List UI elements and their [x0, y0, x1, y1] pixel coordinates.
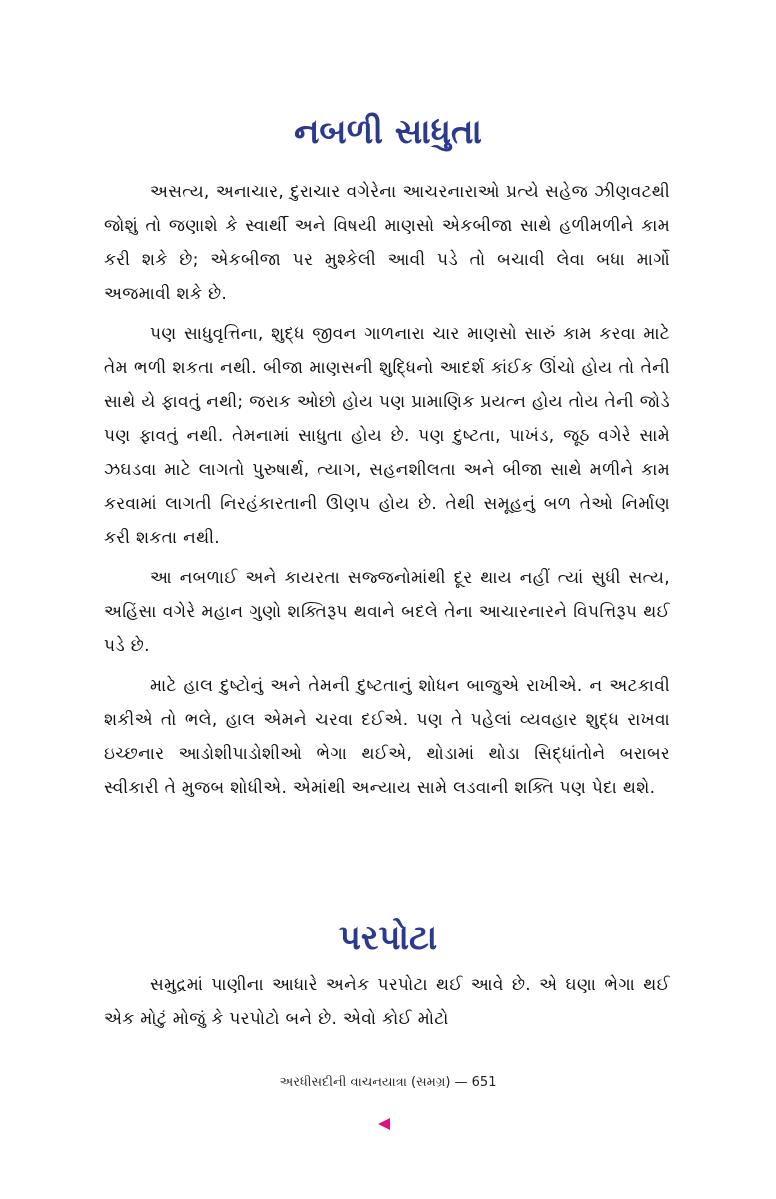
- paragraph: માટે હાલ દુષ્ટોનું અને તેમની દુષ્ટતાનું શોધન બાજુએ રાખીએ. ન અટકાવી શકીએ તો ભલે, હાલ એમને ચરવા દઈએ. પણ તે પહેલાં વ્યવહાર શુદ્ધ રાખવા ઇચ્છનાર આડોશીપાડોશીઓ ભેગા થઈએ, થોડામાં થોડા સિદ્ધાંતોને બરાબર સ્વીકારી તે મુજબ શોધીએ. એમાંથી અન્યાય સામે લડવાની શક્તિ પણ પેદા થશે.: [104, 676, 670, 798]
- section-body-nabli-sadhuta: [104, 175, 670, 811]
- paragraph: અસત્ય, અનાચાર, દુરાચાર વગેરેના આચરનારાઓ પ્રત્યે સહેજ ઝીણવટથી જોશું તો જણાશે કે સ્વાર્થી અને વિષયી માણસો એકબીજા સાથે હળીમળીને કામ કરી શકે છે; એકબીજા પર મુશ્કેલી આવી પડે તો બચાવી લેવા બધા માર્ગો અજમાવી શકે છે.: [104, 182, 670, 304]
- paragraph: સમુદ્રમાં પાણીના આધારે અનેક પરપોટા થઈ આવે છે. એ ઘણા ભેગા થઈ એક મોટું મોજું કે પરપોટો બને છે. એવો કોઈ મોટો: [104, 975, 670, 1029]
- section-title-nabli-sadhuta: નબળી સાધુતા: [294, 112, 482, 152]
- left-triangle-icon[interactable]: [378, 1118, 390, 1130]
- section-body-parpota: [104, 968, 670, 1042]
- paragraph: પણ સાધુવૃત્તિના, શુદ્ધ જીવન ગાળનારા ચાર માણસો સારું કામ કરવા માટે તેમ ભળી શકતા નથી. બીજા માણસની શુદ્ધિનો આદર્શ કાંઈક ઊંચો હોય તો તેની સાથે યે ફાવતું નથી; જરાક ઓછો હોય પણ પ્રામાણિક પ્રયત્ન હોય તોય તેની જોડે પણ ફાવતું નથી. તેમનામાં સાધુતા હોય છે. પણ દુષ્ટતા, પાખંડ, જૂઠ વગેરે સામે ઝઘડવા માટે લાગતો પુરુષાર્થ, ત્યાગ, સહનશીલતા અને બીજા સાથે મળીને કામ કરવામાં લાગતી નિરહંકારતાની ઊણપ હોય છે. તેથી સમૂહનું બળ તેઓ નિર્માણ કરી શકતા નથી.: [104, 324, 670, 548]
- paragraph: આ નબળાઈ અને કાયરતા સજ્જનોમાંથી દૂર થાય નહીં ત્યાં સુધી સત્ય, અહિંસા વગેરે મહાન ગુણો શક્તિરૂપ થવાને બદલે તેના આચારનારને વિપત્તિરૂપ થઈ પડે છે.: [104, 568, 670, 656]
- section-title-parpota: પરપોટા: [338, 918, 438, 958]
- page-footer: અરધીસદીની વાચનયાત્રા (સમગ્ર) — 651: [279, 1075, 497, 1090]
